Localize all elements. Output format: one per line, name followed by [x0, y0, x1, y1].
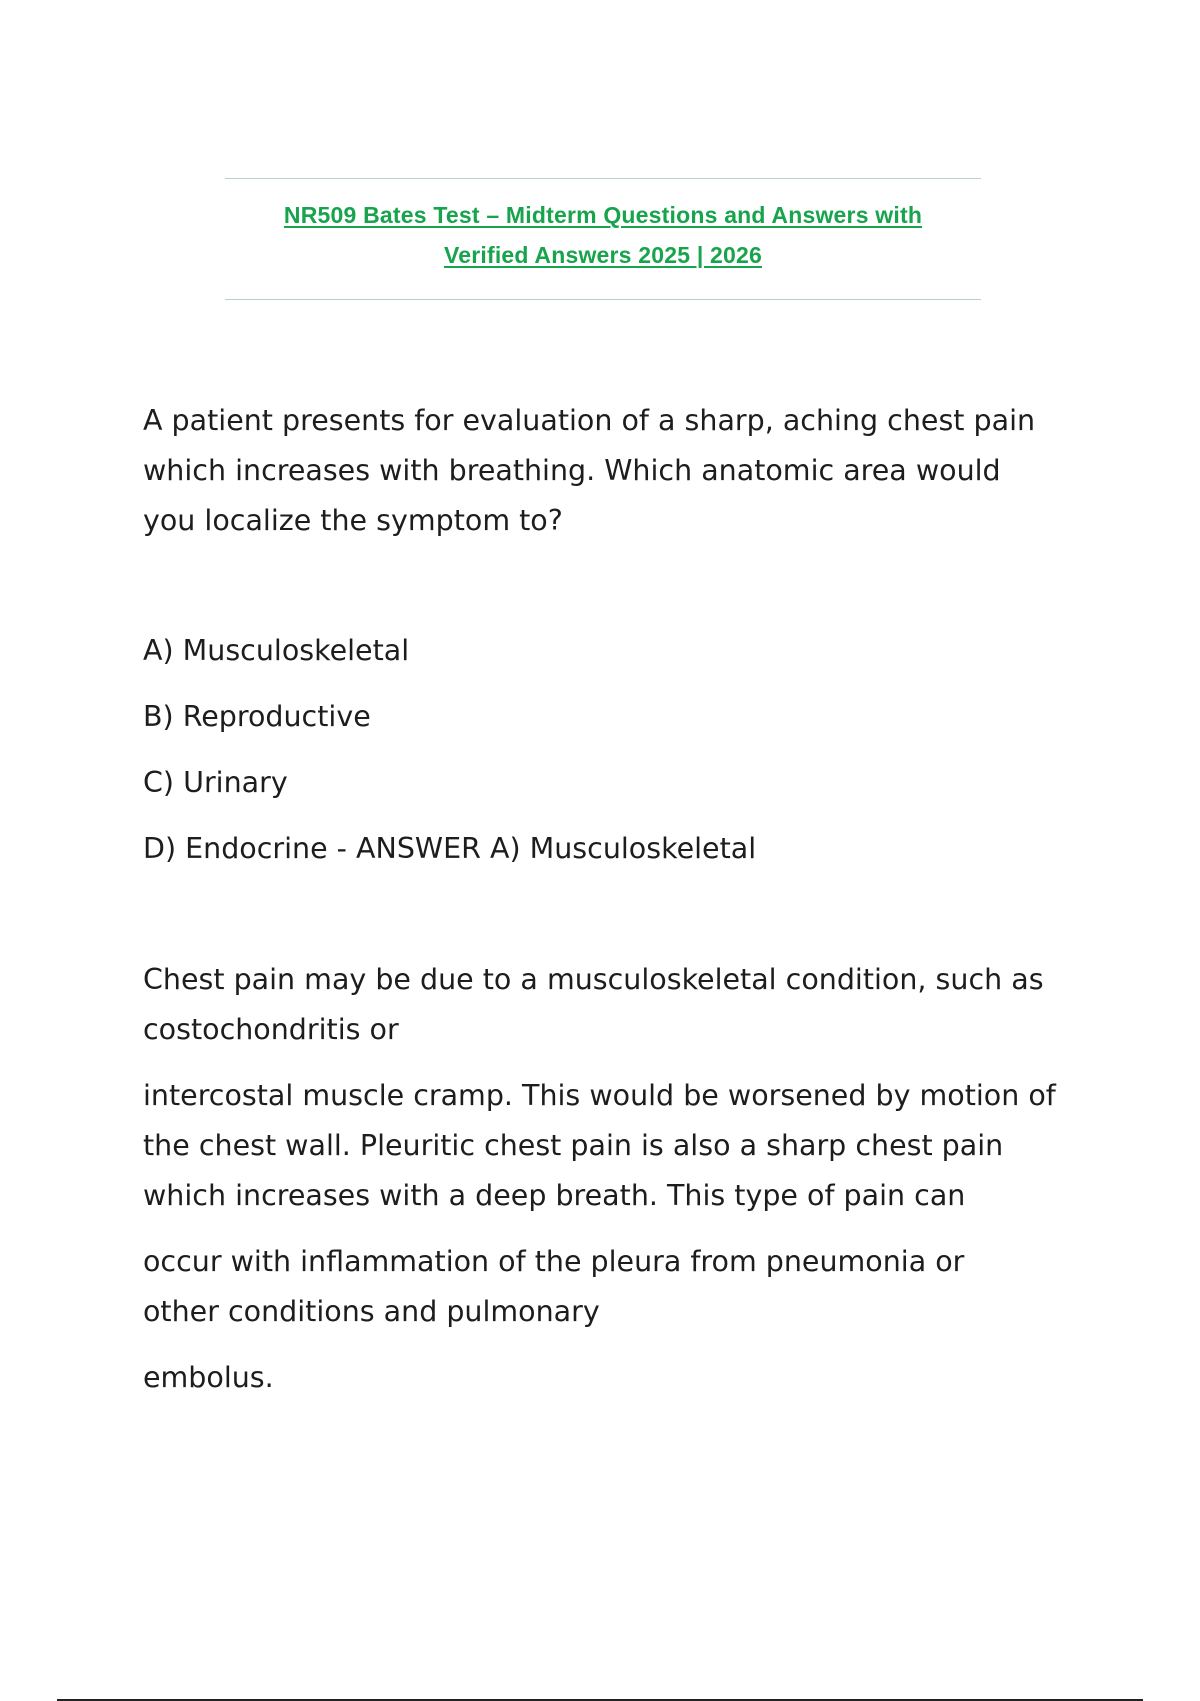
question-text: A patient presents for evaluation of a sharp, aching chest pain which increases with breathing. Which anatomic area would you localize the symptom to? — [143, 404, 1036, 537]
explanation-paragraph-2: intercostal muscle cramp. This would be worsened by motion of the chest wall. Pleuritic chest pain is also a sharp chest pain which increases with a deep breath. This type of pain can — [143, 1079, 1056, 1212]
explanation-paragraph-1: Chest pain may be due to a musculoskeletal condition, such as costochondritis or — [143, 963, 1044, 1046]
title-line-1: NR509 Bates Test – Midterm Questions and Answers with — [283, 202, 923, 228]
title-line-2: Verified Answers 2025 | 2026 — [443, 242, 763, 268]
option-d-with-answer: D) Endocrine - ANSWER A) Musculoskeletal — [143, 832, 757, 865]
option-b: B) Reproductive — [143, 700, 371, 733]
explanation-paragraph-4: embolus. — [143, 1361, 274, 1394]
option-c: C) Urinary — [143, 766, 288, 799]
document-title — [225, 178, 981, 300]
explanation-paragraph-3: occur with inflammation of the pleura from pneumonia or other conditions and pulmonary — [143, 1245, 965, 1328]
option-a: A) Musculoskeletal — [143, 634, 410, 667]
